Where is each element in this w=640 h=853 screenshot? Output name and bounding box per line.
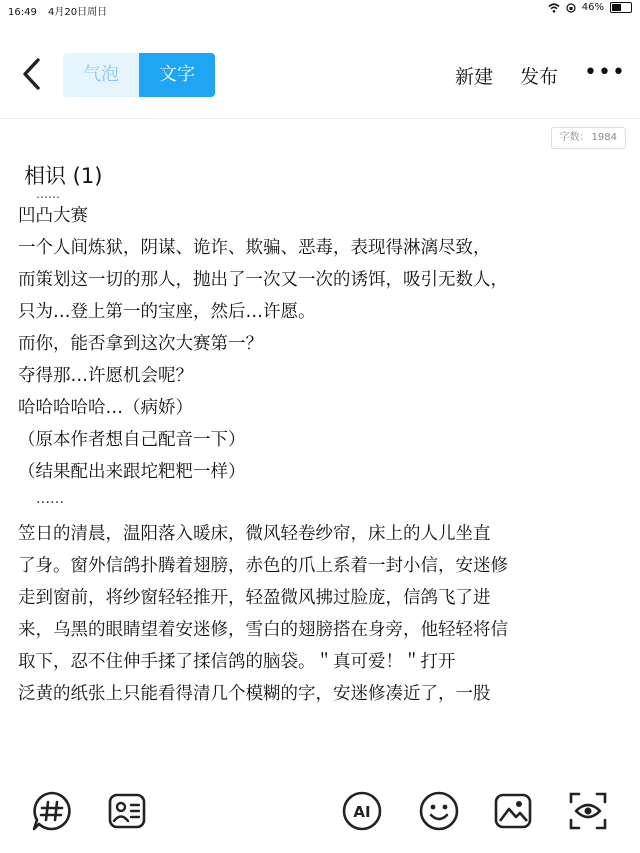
hashtag-button[interactable]: [31, 790, 73, 832]
ai-label: AI: [353, 803, 371, 821]
mode-segmented-control: [63, 53, 215, 97]
body-text-line: 一个人间炼狱，阴谋、诡诈、欺骗、恶毒，表现得淋漓尽致，: [18, 238, 491, 258]
hashtag-icon: [31, 790, 73, 832]
body-text-line: 泛黄的纸张上只能看得清几个模糊的字，安迷修凑近了，一股: [18, 684, 491, 704]
back-button[interactable]: [16, 54, 50, 94]
new-button[interactable]: 新建: [455, 66, 494, 88]
status-right: [548, 2, 632, 13]
publish-button[interactable]: 发布: [520, 66, 559, 88]
body-text-line: 夺得那…许愿机会呢？: [18, 366, 193, 386]
preview-button[interactable]: [567, 790, 609, 832]
body-text-line: 凹凸大赛: [18, 206, 88, 226]
preview-eye-icon: [567, 790, 609, 832]
ai-button[interactable]: [341, 790, 383, 832]
tab-bubble[interactable]: 气泡: [63, 53, 139, 97]
battery-icon: [610, 2, 632, 13]
chevron-left-icon: [16, 54, 50, 94]
body-text-line: （结果配出来跟坨粑粑一样）: [18, 462, 246, 482]
status-left: [8, 3, 115, 18]
emoji-icon: [418, 790, 460, 832]
body-text-line: 哈哈哈哈哈…（病娇）: [18, 398, 193, 418]
document-title[interactable]: 相识 (1): [24, 164, 103, 188]
body-text-line: 笠日的清晨，温阳落入暖床，微风轻卷纱帘，床上的人儿坐直: [18, 524, 491, 544]
word-count-badge: [551, 127, 626, 149]
tab-text[interactable]: 文字: [139, 53, 215, 97]
status-time: 16:49: [8, 7, 37, 18]
wifi-icon: [548, 3, 560, 13]
orientation-lock-icon: [566, 3, 576, 13]
more-options-button[interactable]: •••: [584, 60, 626, 85]
nav-bar: [0, 40, 640, 110]
body-text-line: 而你，能否拿到这次大赛第一？: [18, 334, 263, 354]
ai-icon: [341, 790, 383, 832]
body-text-line: 只为…登上第一的宝座，然后…许愿。: [18, 302, 316, 322]
image-button[interactable]: [492, 790, 534, 832]
status-date: 4月20日周日: [48, 7, 108, 18]
body-text-line: （原本作者想自己配音一下）: [18, 430, 246, 450]
contact-card-icon: [106, 790, 148, 832]
bottom-toolbar: [0, 778, 640, 844]
word-count-label: 字数：: [559, 132, 590, 143]
body-text-line: 走到窗前，将纱窗轻轻推开，轻盈微风拂过脸庞，信鸽飞了进: [18, 588, 491, 608]
word-count-value: 1984: [591, 132, 617, 143]
body-text-line: 而策划这一切的那人，抛出了一次又一次的诱饵，吸引无数人，: [18, 270, 508, 290]
body-text-line: 来，乌黑的眼睛望着安迷修，雪白的翅膀搭在身旁，他轻轻将信: [18, 620, 508, 640]
status-bar: [0, 0, 640, 18]
contact-card-button[interactable]: [106, 790, 148, 832]
header-divider: [0, 118, 640, 119]
document-body[interactable]: [18, 188, 618, 710]
emoji-button[interactable]: [418, 790, 460, 832]
body-text-line: 了身。窗外信鸽扑腾着翅膀，赤色的爪上系着一封小信，安迷修: [18, 556, 508, 576]
body-text-line: 取下，忍不住伸手揉了揉信鸽的脑袋。＂真可爱！＂打开: [18, 652, 456, 672]
battery-fill: [612, 4, 621, 11]
ellipsis-line: ……: [36, 491, 64, 507]
ellipsis-line: ……: [36, 187, 60, 201]
battery-percent: 46%: [581, 2, 604, 13]
image-icon: [492, 790, 534, 832]
